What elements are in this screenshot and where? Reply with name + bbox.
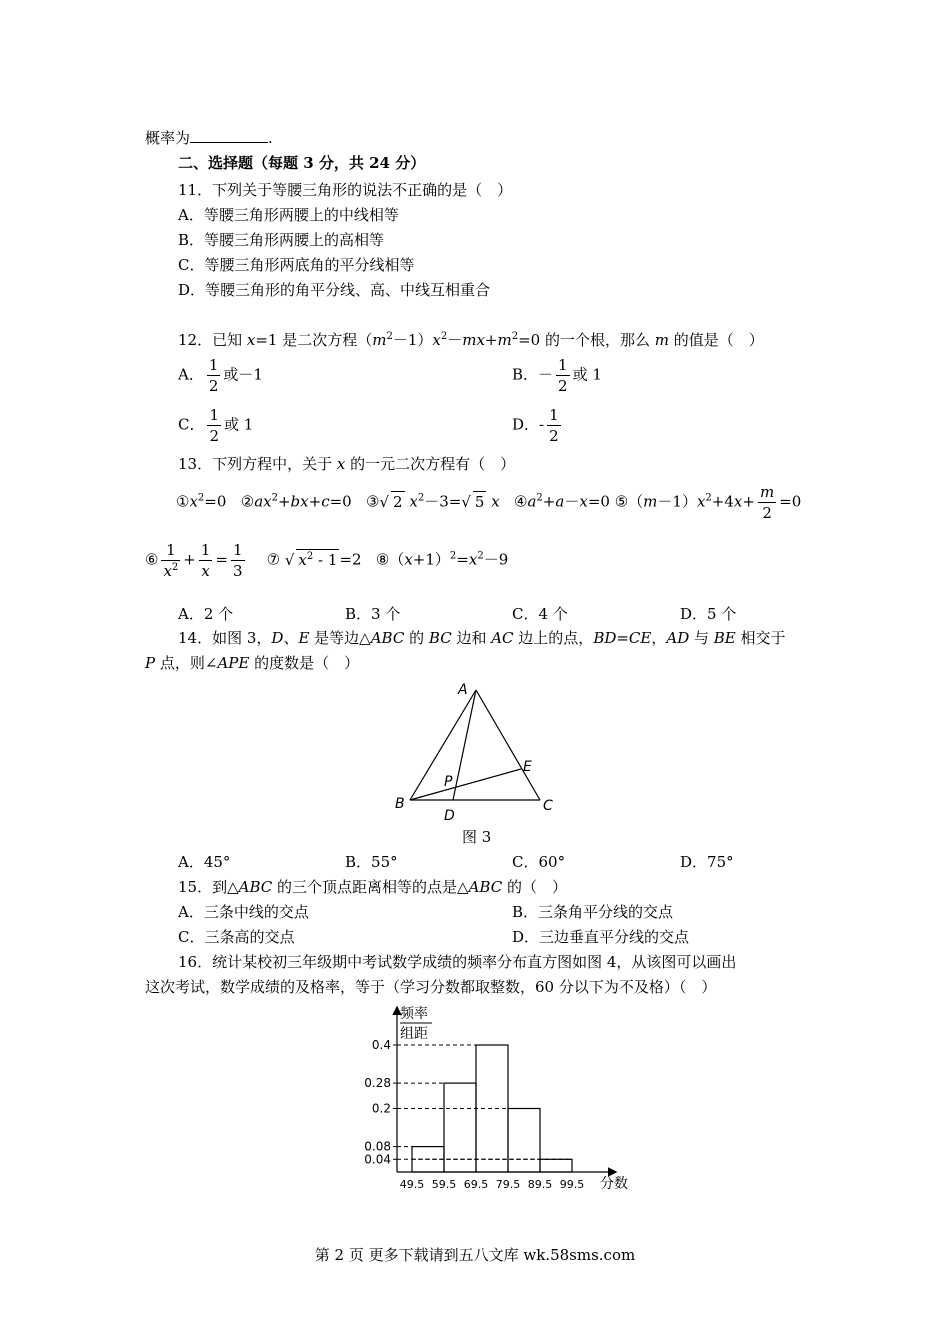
q14-stem-line2 (145, 653, 359, 673)
q11-option-d: D．等腰三角形的角平分线、高、中线互相重合 (178, 281, 491, 299)
q16-stem-line2: 这次考试，数学成绩的及格率，等于（学习分数都取整数，60 分以下为不及格）（ ） (145, 978, 717, 996)
t: －9 (483, 550, 509, 569)
q15-option-b: B．三条角平分线的交点 (512, 903, 674, 921)
label: C． (178, 415, 205, 434)
q11-stem: 11．下列关于等腰三角形的说法不正确的是（ ） (178, 181, 513, 199)
fraction (199, 540, 213, 581)
tail: 或－1 (223, 365, 263, 384)
q12-option-c (178, 405, 253, 446)
t: －1） (392, 331, 433, 349)
t: =0 的一个根，那么 (518, 331, 655, 349)
side-ab (410, 690, 476, 800)
fraction (207, 355, 221, 396)
t: = (215, 550, 228, 569)
q15-option-c: C．三条高的交点 (178, 928, 295, 946)
label: A． (178, 365, 204, 384)
exp: 2 (536, 492, 543, 504)
histogram-bar (540, 1159, 572, 1172)
exp: 2 (449, 550, 457, 562)
fill-in-line (145, 128, 273, 148)
exp: 2 (197, 492, 205, 504)
t: =0 (587, 492, 610, 511)
label-p: P (444, 774, 453, 790)
t: + (484, 331, 498, 349)
t: ④ (514, 492, 528, 511)
x-tick-label: 89.5 (527, 1178, 553, 1191)
v: ABC (468, 878, 503, 896)
section-title: 二、选择题（每题 3 分，共 24 分） (178, 154, 426, 172)
t: 的 (404, 629, 429, 647)
x-axis-label: 分数 (600, 1176, 628, 1192)
num: 1 (549, 406, 559, 424)
v: a (555, 492, 565, 511)
y-tick-label: 0.4 (371, 1038, 391, 1052)
y-axis-label-bottom: 组距 (400, 1026, 428, 1042)
q13-equations-row1 (176, 482, 801, 523)
t: =0 (204, 492, 227, 511)
v: ax (254, 492, 272, 511)
t: 边和 (451, 629, 492, 647)
x-tick-label: 59.5 (431, 1178, 457, 1191)
t: + (308, 492, 322, 511)
figure-3-caption: 图 3 (462, 828, 492, 846)
v: APE (217, 654, 250, 672)
var-x: x (336, 455, 346, 473)
t: ② (240, 492, 255, 511)
t: ③ (366, 492, 380, 511)
q15-option-a: A．三条中线的交点 (178, 903, 309, 921)
prompt-text: 概率为 (145, 129, 191, 147)
t: + (542, 492, 556, 511)
v: x (733, 492, 743, 511)
t: 边上的点， (513, 629, 594, 647)
v: bx (290, 492, 309, 511)
v: AC (491, 629, 514, 647)
t: ⑥ (145, 550, 159, 569)
y-tick-label: 0.28 (364, 1076, 391, 1091)
y-axis-label-top: 频率 (400, 1006, 428, 1022)
t: - 1 (313, 550, 338, 569)
side-ac (476, 690, 540, 800)
v: E (298, 629, 310, 647)
period: . (268, 129, 273, 147)
v: BC (428, 629, 452, 647)
den (161, 561, 180, 581)
t: + (183, 550, 196, 569)
v: c (321, 492, 330, 511)
q15-stem (178, 877, 567, 897)
y-tick-label: 0.2 (371, 1101, 391, 1116)
num: 1 (209, 406, 220, 424)
q13-equations-row2 (145, 540, 508, 581)
var-m: m (497, 331, 512, 349)
q11-option-c: C．等腰三角形两底角的平分线相等 (178, 256, 415, 274)
segment-be (410, 769, 521, 800)
q12-option-a (178, 355, 263, 396)
fraction (556, 355, 570, 396)
label-b: B (395, 796, 405, 812)
num: 1 (558, 356, 568, 374)
x-tick-label: 99.5 (559, 1178, 585, 1191)
t: +1） (412, 550, 450, 569)
t: －1） (657, 492, 697, 511)
q11-option-b: B．等腰三角形两腰上的高相等 (178, 231, 385, 249)
exp: 2 (171, 562, 179, 573)
exp: 2 (705, 492, 712, 504)
exp: 2 (440, 331, 448, 342)
t: 是等边△ (309, 629, 371, 647)
v: x (468, 550, 478, 569)
radicand: 5 (474, 492, 485, 511)
v: D (271, 629, 284, 647)
t: 14．如图 3， (178, 629, 272, 647)
exp: 2 (386, 331, 393, 342)
label-a: A (458, 682, 468, 698)
var-mx: mx (462, 331, 485, 349)
t: 15．到△ (178, 878, 239, 896)
t: － (564, 492, 580, 511)
fraction (161, 540, 180, 581)
v: BE (713, 629, 736, 647)
x-tick-label: 69.5 (463, 1178, 489, 1191)
t: － (447, 331, 463, 349)
radicand (296, 549, 339, 570)
tail: 或 1 (224, 415, 254, 434)
exp: 2 (271, 492, 278, 504)
v: x (491, 492, 500, 511)
q14-option-b: B．55° (345, 853, 398, 871)
figure-3-triangle (390, 680, 570, 825)
histogram-bar (508, 1109, 540, 1173)
label-d: D (444, 808, 455, 824)
exp: 2 (306, 550, 314, 562)
q14-option-d: D．75° (680, 853, 734, 871)
tail: 或 1 (572, 365, 602, 384)
v: P (145, 654, 156, 672)
den: 2 (549, 427, 559, 445)
q15-option-d: D．三边垂直平分线的交点 (512, 928, 690, 946)
t: 的三个顶点距离相等的点是△ (272, 878, 469, 896)
den: 2 (558, 377, 568, 395)
t: ， (651, 629, 667, 647)
t: ⑦ (266, 550, 281, 569)
fraction (207, 405, 221, 446)
v: BD=CE (593, 629, 652, 647)
v: x (163, 562, 172, 580)
y-tick-label: 0.08 (364, 1139, 391, 1154)
var-m: m (654, 331, 669, 349)
sqrt-5: √ 5 (461, 492, 485, 511)
q13-option-b: B．3 个 (345, 605, 401, 623)
t: 相交于 (735, 629, 786, 647)
t: 与 (689, 629, 714, 647)
t: +4 (711, 492, 734, 511)
den: 2 (762, 504, 772, 522)
q16-stem-line1: 16．统计某校初三年级期中考试数学成绩的频率分布直方图如图 4，从该图可以画出 (178, 953, 737, 971)
sqrt-expr: √ $x^2 - 1$ (284, 550, 338, 569)
q14-option-a: A．45° (178, 853, 231, 871)
t: + (277, 492, 291, 511)
v: ABC (238, 878, 273, 896)
var-x: x (432, 331, 441, 349)
q11-option-a: A．等腰三角形两腰上的中线相等 (178, 206, 399, 224)
label-c: C (543, 798, 553, 814)
frequency-histogram (350, 1000, 640, 1195)
v: x (189, 492, 198, 511)
t: ⑧（ (375, 550, 405, 569)
t: 点，则∠ (155, 654, 218, 672)
t: ⑤（ (614, 492, 644, 511)
label: D．- (512, 415, 545, 434)
sqrt-2: √ 2 (379, 492, 403, 511)
var-m: m (372, 331, 387, 349)
v: x (696, 492, 706, 511)
label-e: E (523, 759, 532, 775)
den: 2 (208, 377, 219, 395)
v: x (298, 550, 307, 569)
fraction (758, 482, 776, 523)
t: =2 (339, 550, 362, 569)
histogram-bar (444, 1083, 476, 1172)
v: x (409, 492, 418, 511)
fraction (231, 540, 245, 581)
q13-stem (178, 454, 515, 474)
num: 1 (233, 541, 243, 559)
v: m (643, 492, 658, 511)
t: ① (176, 492, 190, 511)
q12-option-d (512, 405, 564, 446)
fraction (547, 405, 561, 446)
v: AD (666, 629, 690, 647)
t: 的值是（ ） (669, 331, 764, 349)
q14-stem (178, 628, 786, 648)
t: 13．下列方程中，关于 (178, 455, 337, 473)
v: x (579, 492, 588, 511)
v: x (404, 550, 413, 569)
q12-option-b (512, 355, 602, 396)
var-x: x (246, 331, 256, 349)
den: 2 (209, 427, 220, 445)
x-tick-label: 49.5 (399, 1178, 425, 1191)
t: =0 (779, 492, 802, 511)
den: 3 (233, 562, 243, 580)
q13-option-a: A．2 个 (178, 605, 234, 623)
answer-blank (190, 128, 268, 143)
num: 1 (161, 540, 180, 561)
exp: 2 (417, 492, 425, 504)
v: a (527, 492, 537, 511)
q13-option-c: C．4 个 (512, 605, 568, 623)
t: 的（ ） (502, 878, 567, 896)
t: －3= (424, 492, 462, 511)
segment-ad (453, 690, 476, 800)
radicand: 2 (393, 492, 403, 511)
q13-option-d: D．5 个 (680, 605, 737, 623)
t: 的一元二次方程有（ ） (345, 455, 516, 473)
t: 、 (283, 629, 299, 647)
num: 1 (208, 356, 219, 374)
v: ABC (370, 629, 405, 647)
t: = (456, 550, 469, 569)
t: + (742, 492, 755, 511)
num: m (759, 483, 775, 501)
q14-option-c: C．60° (512, 853, 566, 871)
t: =0 (329, 492, 352, 511)
x-tick-label: 79.5 (495, 1178, 521, 1191)
y-tick-label: 0.04 (364, 1152, 391, 1167)
t: 的度数是（ ） (249, 654, 360, 672)
num: 1 (200, 541, 211, 559)
den: x (201, 562, 210, 580)
exp: 2 (477, 550, 484, 562)
t: 12．已知 (178, 331, 247, 349)
label: B．－ (512, 365, 554, 384)
q12-stem (178, 330, 764, 350)
t: =1 是二次方程（ (255, 331, 373, 349)
exp: 2 (511, 331, 519, 342)
page-footer: 第 2 页 更多下载请到五八文库 wk.58sms.com (314, 1246, 636, 1264)
